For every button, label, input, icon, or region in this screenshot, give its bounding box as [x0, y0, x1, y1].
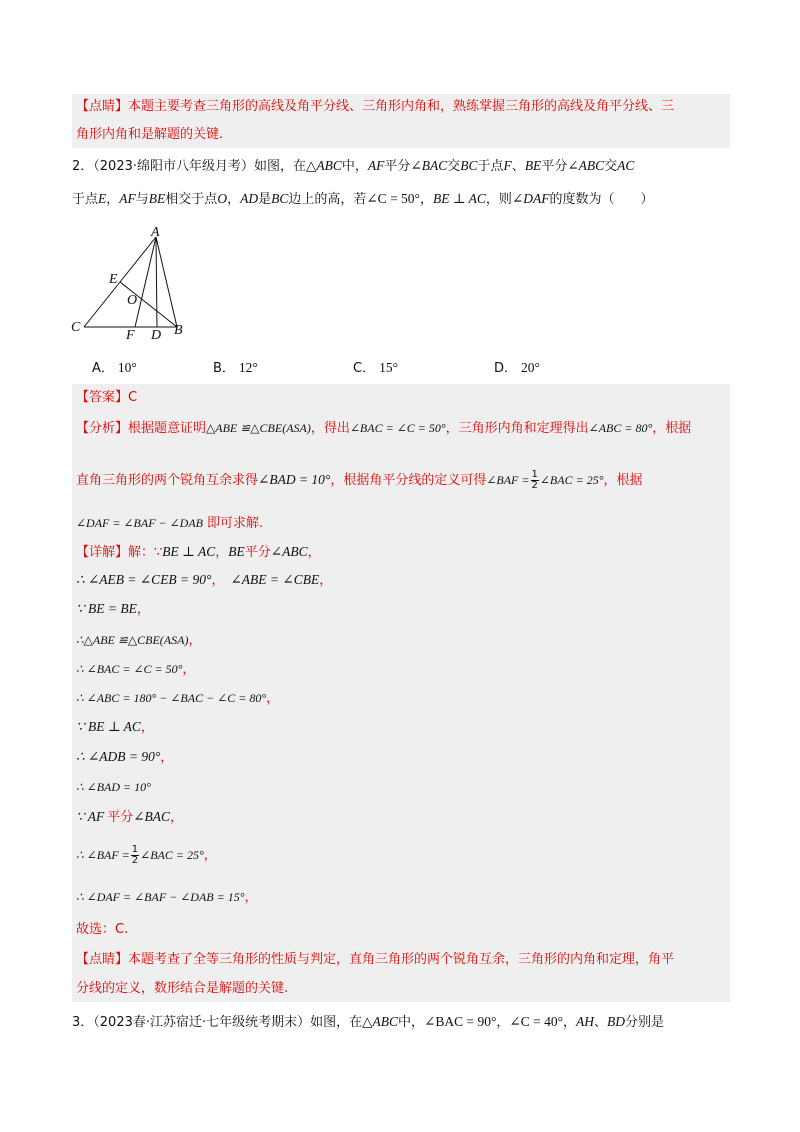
triangle-figure	[68, 226, 198, 346]
option-b: B． 12°	[213, 360, 258, 376]
analysis-line1: 【分析】根据题意证明△ABE ≌△CBE(ASA)，得出∠BAC = ∠C = 50°，三角形内角和定理得出∠ABC = 80°，根据	[76, 421, 692, 436]
q2-line2: 于点E，AF与BE相交于点O，AD是BC边上的高，若∠C = 50°，BE ⊥ AC，则∠DAF的度数为（ ）	[72, 191, 654, 207]
label-c: C	[71, 320, 81, 335]
detail-line1: ∴ ∠AEB = ∠CEB = 90°， ∠ABE = ∠CBE，	[76, 572, 333, 588]
prev-note-line1: 【点睛】本题主要考查三角形的高线及角平分线、三角形内角和，熟练掌握三角形的高线及角平分线、三	[76, 99, 675, 114]
label-e: E	[109, 272, 118, 287]
option-d: D． 20°	[494, 360, 540, 376]
detail-line9: ∵ AF 平分∠BAC，	[76, 809, 184, 825]
detail-line12: 故选：C.	[76, 922, 129, 937]
prev-note-tag: 【点睛】	[76, 99, 129, 114]
note2-line1: 【点睛】本题考查了全等三角形的性质与判定，直角三角形的两个锐角互余，三角形的内角和定理，角平	[76, 952, 675, 967]
note2-line2: 分线的定义，数形结合是解题的关键.	[76, 981, 289, 996]
q3-line1: 3．（2023春·江苏宿迁·七年级统考期末）如图，在△ABC中，∠BAC = 90°，∠C = 40°，AH、BD分别是	[72, 1014, 665, 1030]
label-a: A	[151, 226, 160, 240]
prev-note-line2: 角形内角和是解题的关键.	[76, 127, 224, 142]
detail-line6: ∵ BE ⊥ AC，	[76, 719, 154, 735]
analysis-line3: ∠DAF = ∠BAF − ∠DAB 即可求解.	[76, 516, 264, 531]
answer-line: 【答案】C	[76, 390, 138, 405]
label-d: D	[151, 328, 162, 343]
detail-line7: ∴ ∠ADB = 90°，	[76, 749, 174, 765]
segment-ad	[156, 237, 157, 327]
detail-line5: ∴ ∠ABC = 180° − ∠BAC − ∠C = 80°，	[76, 691, 280, 706]
label-o: O	[127, 293, 138, 308]
label-b: B	[174, 323, 183, 338]
detail-line2: ∵ BE = BE，	[76, 601, 150, 617]
detail-line3: ∴△ABE ≌△CBE(ASA)，	[76, 633, 202, 648]
detail-line0: 【详解】解：∵BE ⊥ AC，BE平分∠ABC，	[76, 544, 321, 560]
detail-line8: ∴ ∠BAD = 10°	[76, 780, 151, 794]
q2-line1: 2．（2023·绵阳市八年级月考）如图，在△ABC中，AF平分∠BAC交BC于点F、BE平分∠ABC交AC	[72, 158, 635, 174]
detail-line4: ∴ ∠BAC = ∠C = 50°，	[76, 662, 196, 677]
detail-line11: ∴ ∠DAF = ∠BAF − ∠DAB = 15°，	[76, 890, 258, 905]
analysis-line2: 直角三角形的两个锐角互余求得∠BAD = 10°，根据角平分线的定义可得∠BAF = $\frac{1}{2}$ ∠BAC = 25°，根据	[76, 469, 643, 491]
detail-line10: ∴ ∠BAF = $\frac{1}{2}$ ∠BAC = 25°，	[76, 844, 217, 866]
option-c: C． 15°	[353, 360, 398, 376]
label-f: F	[126, 328, 135, 343]
option-a: A． 10°	[92, 360, 137, 376]
